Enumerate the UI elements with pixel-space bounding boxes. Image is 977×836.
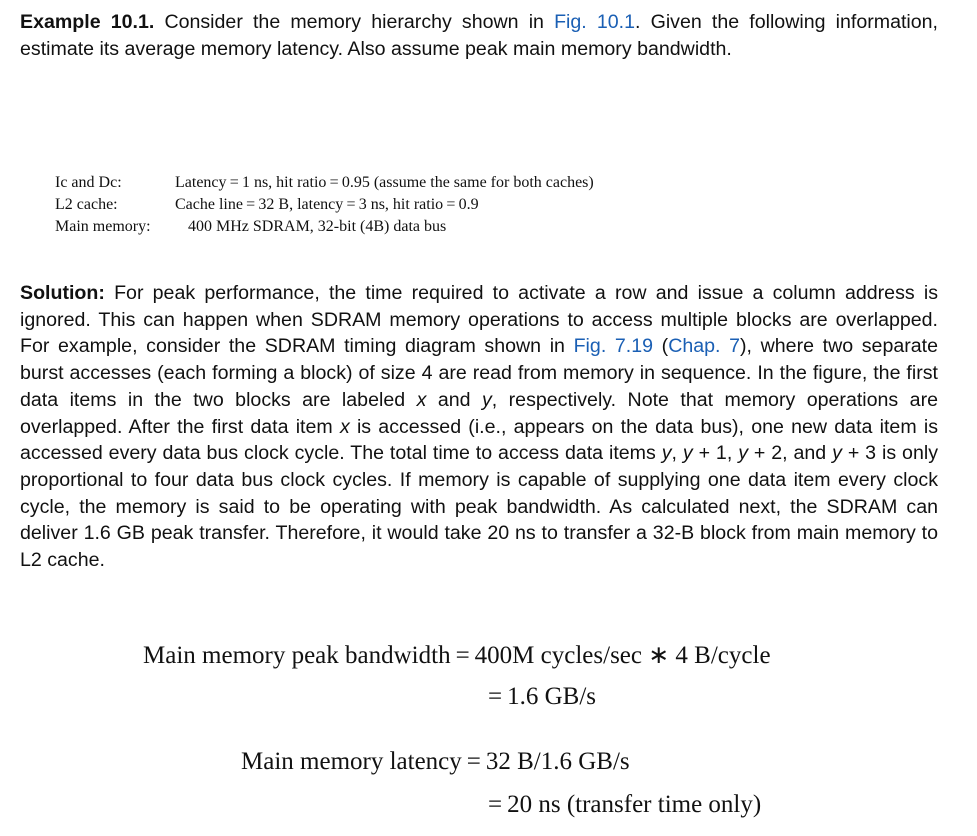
solution-heading: Solution: bbox=[20, 282, 105, 304]
fig-7-19-link[interactable]: Fig. 7.19 bbox=[573, 335, 654, 358]
solution-paragraph: Solution: For peak performance, the time required to activate a row and issue a column address is ignored. This can happen when SDRAM memory operations to access multiple blocks are overlapped. For example, consider the SDRAM timing diagram shown in Fig. 7.19 (Chap. 7), where two separate burst accesses (each forming a block) of size 4 are read from memory in sequence. In the figure, the first data items in the two blocks are labeled x and y, respectively. Note that memory operations are overlapped. After the first data item x is accessed (i.e., appears on the data bus), one new data item is accessed every data bus clock cycle. The total time to access data items y, y + 1, y + 2, and y + 3 is only proportional to four data bus clock cycles. If memory is capable of supplying one data item every clock cycle, the memory is said to be operating with peak bandwidth. As calculated next, the SDRAM can deliver 1.6 GB peak transfer. Therefore, it would take 20 ns to transfer a 32-B block from main memory to L2 cache. bbox=[20, 282, 939, 572]
chap-7-link[interactable]: Chap. 7 bbox=[668, 335, 741, 358]
example-paragraph: Example 10.1. Consider the memory hierarchy shown in Fig. 10.1. Given the following information, estimate its average memory latency. Also assume peak main memory bandwidth. bbox=[20, 11, 938, 60]
fig-10-1-link[interactable]: Fig. 10.1 bbox=[554, 11, 636, 33]
latency-equation-line-2: = 20 ns (transfer time only) bbox=[488, 791, 762, 818]
example-heading: Example 10.1. bbox=[20, 11, 155, 33]
spec-row-caches: Ic and Dc: Latency = 1 ns, hit ratio = 0.95 (assume the same for both caches) bbox=[55, 174, 594, 191]
spec-row-l2: L2 cache: Cache line = 32 B, latency = 3 ns, hit ratio = 0.9 bbox=[55, 196, 479, 213]
bandwidth-equation-line-2: = 1.6 GB/s bbox=[488, 683, 597, 710]
spec-table bbox=[55, 172, 594, 238]
bandwidth-equation-line-1: Main memory peak bandwidth = 400M cycles/sec ∗ 4 B/cycle bbox=[143, 642, 771, 669]
latency-equation-line-1: Main memory latency = 32 B/1.6 GB/s bbox=[241, 748, 630, 775]
spec-row-main-memory: Main memory: 400 MHz SDRAM, 32-bit (4B) data bus bbox=[55, 218, 447, 235]
